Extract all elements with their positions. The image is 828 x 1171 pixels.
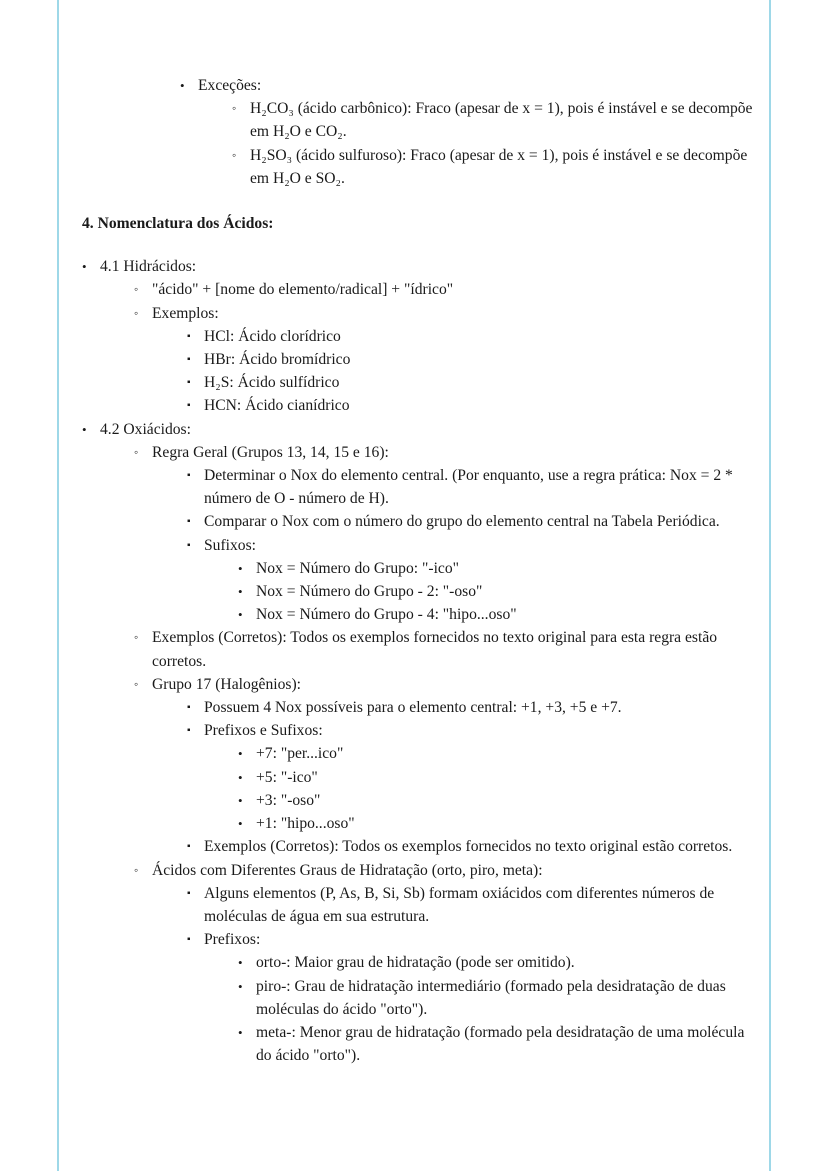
list-item-hidratacao bbox=[130, 859, 758, 1068]
example-text: HCN: Ácido cianídrico bbox=[204, 397, 350, 415]
prefixo-text: +1: "hipo...oso" bbox=[256, 815, 355, 833]
grupo17-label: Grupo 17 (Halogênios): bbox=[152, 675, 301, 693]
list-item bbox=[182, 325, 758, 348]
example-text: H₂S: Ácido sulfídrico bbox=[204, 374, 340, 392]
bullet-disc-icon: • bbox=[238, 978, 243, 994]
prefixo-text: +5: "-ico" bbox=[256, 768, 318, 786]
list-item bbox=[130, 278, 758, 301]
list-item-prefixos-sufixos bbox=[182, 719, 758, 835]
bullet-disc-icon: • bbox=[238, 816, 243, 832]
exception-item-text: H₂SO₃ (ácido sulfuroso): Fraco (apesar de x = 1), pois é instável e se decompõe em H₂O e SO₂. bbox=[250, 146, 748, 187]
bullet-disc-icon: • bbox=[238, 746, 243, 762]
step-text: Determinar o Nox do elemento central. (Por enquanto, use a regra prática: Nox = 2 * número de O - número de H). bbox=[204, 467, 733, 508]
exceptions-title: Exceções: bbox=[198, 77, 262, 94]
list-item-sufixos bbox=[182, 534, 758, 627]
bullet-disc-icon: • bbox=[82, 259, 87, 275]
bullet-disc-icon: • bbox=[238, 792, 243, 808]
prefixo-text: +7: "per...ico" bbox=[256, 745, 344, 763]
list-item bbox=[182, 696, 758, 719]
sufixo-text: Nox = Número do Grupo - 4: "hipo...oso" bbox=[256, 606, 517, 624]
bullet-circle-icon: ◦ bbox=[134, 862, 139, 877]
section4-list bbox=[78, 255, 758, 1067]
hidratacao-sublist bbox=[182, 882, 758, 1068]
list-item bbox=[228, 97, 758, 143]
bullet-circle-icon: ◦ bbox=[134, 630, 139, 645]
bullet-disc-icon: • bbox=[238, 955, 243, 971]
oxiacidos-sublist bbox=[130, 441, 758, 1067]
oxiacidos-label: 4.2 Oxiácidos: bbox=[100, 420, 191, 438]
bullet-square-icon: ▪ bbox=[187, 377, 191, 389]
bullet-disc-icon: • bbox=[238, 1024, 243, 1040]
spacer bbox=[78, 235, 758, 255]
bullet-disc-icon: • bbox=[238, 584, 243, 600]
bullet-disc-icon: • bbox=[238, 560, 243, 576]
sufixo-text: Nox = Número do Grupo - 2: "-oso" bbox=[256, 583, 483, 601]
bullet-square-icon: ▪ bbox=[187, 330, 191, 342]
list-item bbox=[234, 951, 758, 974]
prefixo-text: orto-: Maior grau de hidratação (pode ser omitido). bbox=[256, 954, 575, 972]
bullet-square-icon: ▪ bbox=[187, 470, 191, 482]
bullet-disc-icon: • bbox=[238, 769, 243, 785]
bullet-square-icon: ▪ bbox=[187, 841, 191, 853]
bullet-circle-icon: ◦ bbox=[134, 282, 139, 297]
prefixo-text: piro-: Grau de hidratação intermediário (formado pela desidratação de duas moléculas do ácido "orto"). bbox=[256, 977, 726, 1018]
regra-geral-label: Regra Geral (Grupos 13, 14, 15 e 16): bbox=[152, 443, 389, 461]
prefixo-text: +3: "-oso" bbox=[256, 791, 321, 809]
list-item bbox=[234, 1021, 758, 1067]
list-item bbox=[228, 144, 758, 190]
example-text: HCl: Ácido clorídrico bbox=[204, 327, 341, 345]
sufixos-label: Sufixos: bbox=[204, 536, 256, 554]
grupo17-exemplos-corretos: Exemplos (Corretos): Todos os exemplos fornecidos no texto original estão corretos. bbox=[204, 838, 733, 856]
regra-geral-steps bbox=[182, 464, 758, 626]
example-text: HBr: Ácido bromídrico bbox=[204, 351, 351, 369]
bullet-square-icon: ▪ bbox=[187, 539, 191, 551]
hidracidos-sublist bbox=[130, 278, 758, 417]
hidracidos-label: 4.1 Hidrácidos: bbox=[100, 258, 197, 276]
bullet-square-icon: ▪ bbox=[187, 702, 191, 714]
hidratacao-prefixos-list bbox=[234, 951, 758, 1067]
exceptions-list bbox=[176, 74, 758, 190]
left-margin-rule bbox=[57, 0, 59, 1171]
list-item bbox=[182, 882, 758, 928]
list-item-oxiacidos bbox=[78, 418, 758, 1068]
hidracidos-rule: "ácido" + [nome do elemento/radical] + "ídrico" bbox=[152, 281, 454, 299]
bullet-circle-icon: ◦ bbox=[134, 444, 139, 459]
page-content bbox=[78, 74, 758, 1067]
list-item-grupo17 bbox=[130, 673, 758, 859]
bullet-square-icon: ▪ bbox=[187, 516, 191, 528]
list-item bbox=[234, 557, 758, 580]
bullet-square-icon: ▪ bbox=[187, 887, 191, 899]
list-item bbox=[234, 742, 758, 765]
spacer bbox=[78, 190, 758, 212]
page-title: 4. Nomenclatura dos Ácidos: bbox=[82, 215, 274, 233]
bullet-circle-icon: ◦ bbox=[232, 147, 237, 162]
hidratacao-label: Ácidos com Diferentes Graus de Hidratação (orto, piro, meta): bbox=[152, 861, 543, 879]
grupo17-prefixos-label: Prefixos e Sufixos: bbox=[204, 722, 323, 740]
prefixo-text: meta-: Menor grau de hidratação (formado pela desidratação de uma molécula do ácido "orto"). bbox=[256, 1023, 745, 1065]
list-item-regra-geral bbox=[130, 441, 758, 627]
list-item-hidratacao-prefixos bbox=[182, 928, 758, 1067]
bullet-circle-icon: ◦ bbox=[232, 101, 237, 116]
sufixos-list bbox=[234, 557, 758, 627]
list-item bbox=[234, 975, 758, 1021]
list-item bbox=[234, 812, 758, 835]
list-item bbox=[182, 510, 758, 533]
bullet-square-icon: ▪ bbox=[187, 354, 191, 366]
bullet-square-icon: ▪ bbox=[187, 934, 191, 946]
list-item bbox=[182, 835, 758, 858]
list-item bbox=[182, 464, 758, 510]
hidracidos-examples-list bbox=[182, 325, 758, 418]
list-item bbox=[234, 789, 758, 812]
bullet-disc-icon: • bbox=[238, 607, 243, 623]
bullet-circle-icon: ◦ bbox=[134, 676, 139, 691]
list-item bbox=[234, 580, 758, 603]
list-item bbox=[234, 603, 758, 626]
list-item bbox=[234, 766, 758, 789]
list-item-hidracidos bbox=[78, 255, 758, 417]
hidratacao-prefixos-label: Prefixos: bbox=[204, 931, 261, 949]
list-item bbox=[176, 74, 758, 190]
bullet-square-icon: ▪ bbox=[187, 400, 191, 412]
hidratacao-intro: Alguns elementos (P, As, B, Si, Sb) formam oxiácidos com diferentes números de moléculas de água em sua estrutura. bbox=[204, 884, 715, 925]
bullet-disc-icon: • bbox=[180, 78, 185, 93]
list-item bbox=[182, 348, 758, 371]
exception-item-text: H₂CO₃ (ácido carbônico): Fraco (apesar de x = 1), pois é instável e se decompõe em H₂O e CO₂. bbox=[250, 100, 753, 141]
list-item bbox=[130, 302, 758, 418]
exceptions-sublist bbox=[228, 97, 758, 190]
hidracidos-examples-label: Exemplos: bbox=[152, 304, 219, 322]
bullet-circle-icon: ◦ bbox=[134, 305, 139, 320]
grupo17-nox-line: Possuem 4 Nox possíveis para o elemento central: +1, +3, +5 e +7. bbox=[204, 699, 622, 717]
list-item bbox=[182, 371, 758, 394]
list-item bbox=[182, 394, 758, 417]
list-item-exemplos-regra bbox=[130, 626, 758, 672]
exemplos-corretos-regra: Exemplos (Corretos): Todos os exemplos fornecidos no texto original para esta regra estão corretos. bbox=[152, 629, 718, 670]
grupo17-prefixos-list bbox=[234, 742, 758, 835]
bullet-square-icon: ▪ bbox=[187, 725, 191, 737]
grupo17-sublist bbox=[182, 696, 758, 858]
bullet-disc-icon: • bbox=[82, 421, 87, 437]
sufixo-text: Nox = Número do Grupo: "-ico" bbox=[256, 559, 459, 577]
right-margin-rule bbox=[769, 0, 771, 1171]
step-text: Comparar o Nox com o número do grupo do elemento central na Tabela Periódica. bbox=[204, 513, 720, 531]
